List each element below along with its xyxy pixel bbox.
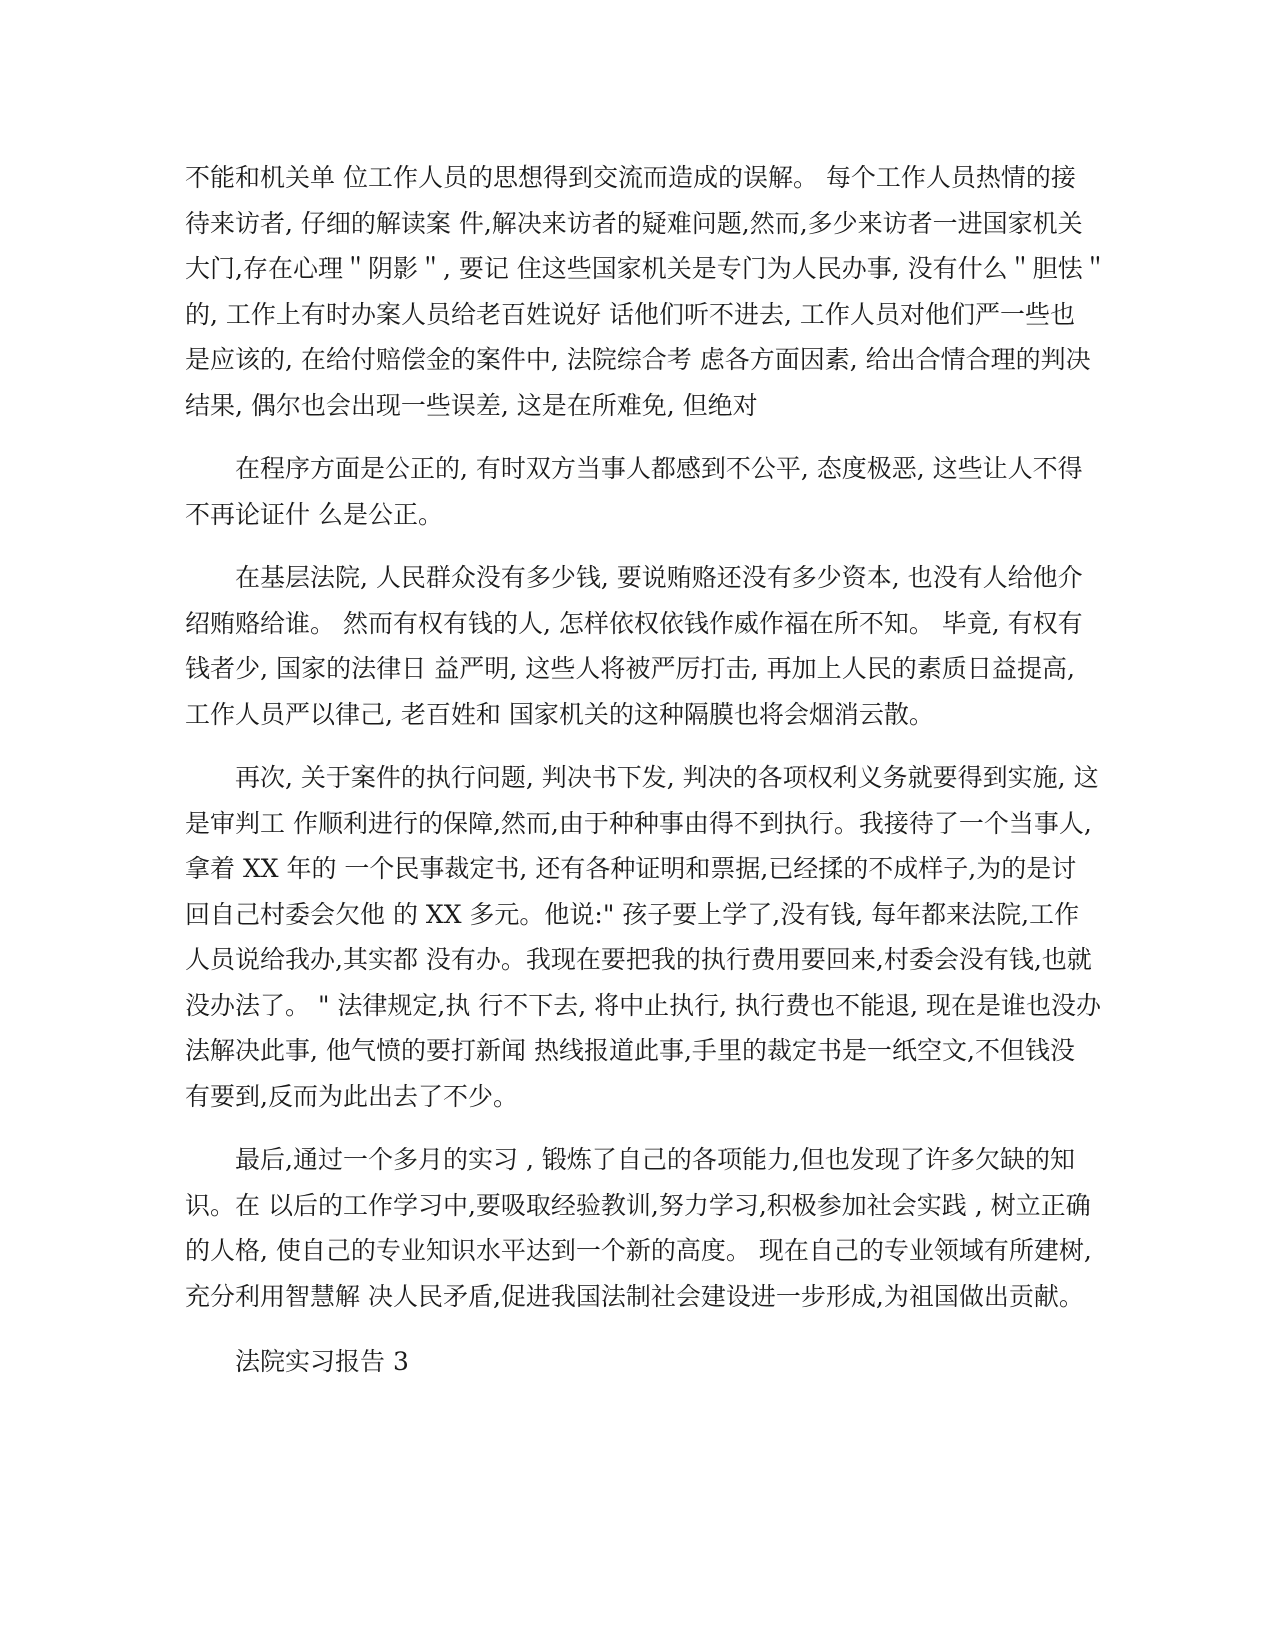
text-line: 人员说给我办,其实都 没有办。我现在要把我的执行费用要回来,村委会没有钱,也就: [185, 945, 1092, 974]
document-body: [185, 155, 1108, 1403]
text-line: 回自己村委会欠他 的 XX 多元。他说:" 孩子要上学了,没有钱, 每年都来法院,工作: [185, 899, 1080, 929]
text-line: 的, 工作上有时办案人员给老百姓说好 话他们听不进去, 工作人员对他们严一些也: [185, 299, 1075, 329]
paragraph-4: [185, 755, 1101, 1119]
paragraph-1: [185, 155, 1108, 428]
text-line: 钱者少, 国家的法律日 益严明, 这些人将被严厉打击, 再加上人民的素质日益提高,: [185, 654, 1075, 683]
paragraph-2: [185, 446, 1083, 537]
text-line: 不能和机关单 位工作人员的思想得到交流而造成的误解。 每个工作人员热情的接: [185, 163, 1076, 192]
text-line: 绍贿赂给谁。 然而有权有钱的人, 怎样依权依钱作威作福在所不知。 毕竟, 有权有: [185, 608, 1083, 638]
text-line: 在基层法院, 人民群众没有多少钱, 要说贿赂还没有多少资本, 也没有人给他介: [235, 563, 1083, 592]
text-line: 结果, 偶尔也会出现一些误差, 这是在所难免, 但绝对: [185, 390, 758, 420]
text-line: 没办法了。 " 法律规定,执 行不下去, 将中止执行, 执行费也不能退, 现在是谁也没办: [185, 990, 1101, 1020]
text-line: 再次, 关于案件的执行问题, 判决书下发, 判决的各项权利义务就要得到实施, 这: [235, 763, 1099, 792]
text-line: 大门,存在心理＂阴影＂, 要记 住这些国家机关是专门为人民办事, 没有什么＂胆怯＂: [185, 254, 1108, 283]
text-line: 在程序方面是公正的, 有时双方当事人都感到不公平, 态度极恶, 这些让人不得: [235, 454, 1083, 483]
text-line: 拿着 XX 年的 一个民事裁定书, 还有各种证明和票据,已经揉的不成样子,为的是讨: [185, 854, 1077, 883]
text-line: 待来访者, 仔细的解读案 件,解决来访者的疑难问题,然而,多少来访者一进国家机关: [185, 208, 1083, 238]
section-heading: 法院实习报告 3: [235, 1347, 409, 1376]
text-line: 法解决此事, 他气愤的要打新闻 热线报道此事,手里的裁定书是一纸空文,不但钱没: [185, 1036, 1075, 1065]
text-line: 充分利用智慧解 决人民矛盾,促进我国法制社会建设进一步形成,为祖国做出贡献。: [185, 1281, 1084, 1311]
text-line: 是审判工 作顺利进行的保障,然而,由于种种事由得不到执行。我接待了一个当事人,: [185, 808, 1092, 838]
paragraph-5: [185, 1137, 1092, 1319]
text-line: 最后,通过一个多月的实习 , 锻炼了自己的各项能力,但也发现了许多欠缺的知: [235, 1145, 1075, 1174]
text-line: 的人格, 使自己的专业知识水平达到一个新的高度。 现在自己的专业领域有所建树,: [185, 1236, 1092, 1265]
text-line: 工作人员严以律己, 老百姓和 国家机关的这种隔膜也将会烟消云散。: [185, 699, 934, 729]
text-line: 是应该的, 在给付赔偿金的案件中, 法院综合考 虑各方面因素, 给出合情合理的判决: [185, 345, 1091, 374]
section-heading-block: [185, 1339, 1075, 1385]
text-line: 有要到,反而为此出去了不少。: [185, 1081, 518, 1111]
paragraph-3: [185, 555, 1083, 737]
text-line: 识。在 以后的工作学习中,要吸取经验教训,努力学习,积极参加社会实践 , 树立正确: [185, 1190, 1091, 1220]
text-line: 不再论证什 么是公正。: [185, 499, 443, 529]
